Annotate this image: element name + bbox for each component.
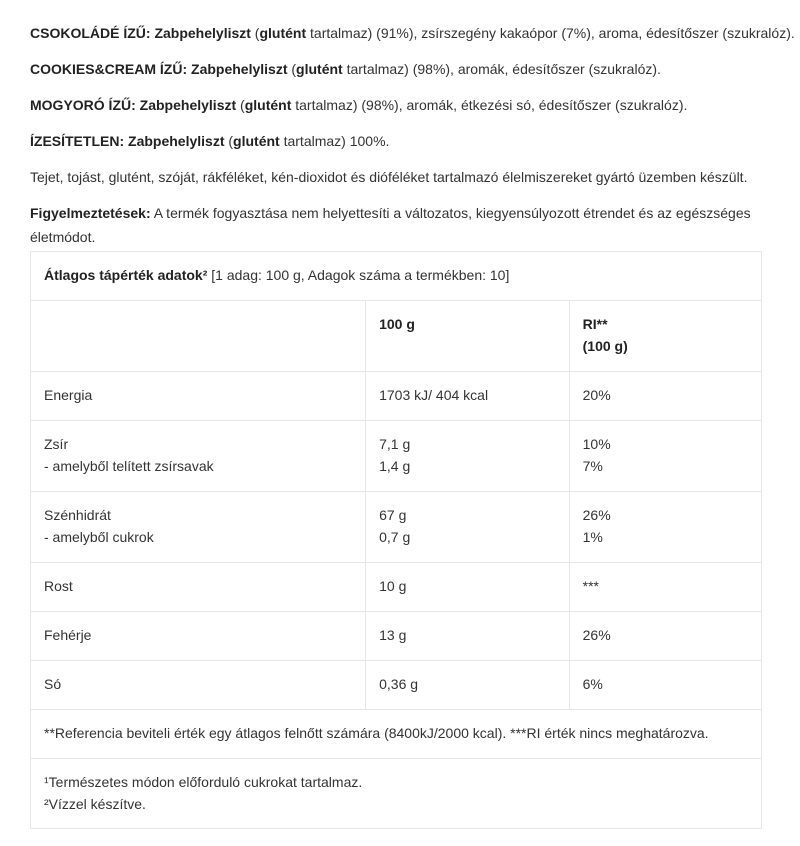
column-header-row bbox=[31, 301, 762, 372]
ingredient-name: Zabpehelyliszt bbox=[139, 97, 237, 113]
nutrient-name: Energia bbox=[31, 372, 366, 421]
column-header-ri bbox=[569, 301, 761, 372]
nutrient-name: Szénhidrát bbox=[44, 507, 111, 523]
nutrient-name: Só bbox=[31, 661, 366, 710]
flavour-label: ÍZESÍTETLEN: bbox=[30, 133, 125, 149]
table-row-carbohydrate bbox=[31, 492, 762, 563]
ingredient-rest: tartalmaz) (98%), aromák, étkezési só, édesítőszer (szukralóz). bbox=[291, 97, 688, 113]
column-header-100g: 100 g bbox=[366, 301, 570, 372]
nutrient-subname: - amelyből telített zsírsavak bbox=[44, 458, 214, 474]
nutrient-value: 0,36 g bbox=[366, 661, 570, 710]
nutrient-value-cell bbox=[366, 492, 570, 563]
ingredient-name: Zabpehelyliszt bbox=[128, 133, 225, 149]
ingredient-rest: tartalmaz) 100%. bbox=[279, 133, 390, 149]
allergen-gluten: glutént bbox=[233, 133, 280, 149]
nutrient-value: 67 g bbox=[379, 507, 407, 523]
nutrient-subvalue: 0,7 g bbox=[379, 529, 411, 545]
allergen-gluten: glutént bbox=[259, 25, 307, 41]
ingredient-rest: tartalmaz) (91%), zsírszegény kakaópor (7%), aroma, édesítőszer (szukralóz). bbox=[306, 25, 795, 41]
ingredient-open: ( bbox=[250, 25, 260, 41]
column-header-empty bbox=[31, 301, 366, 372]
ingredients-hazelnut bbox=[30, 93, 770, 117]
footnote-sugars: ¹Természetes módon előforduló cukrokat tartalmaz. bbox=[44, 774, 363, 790]
ingredient-rest: tartalmaz) (98%), aromák, édesítőszer (szukralóz). bbox=[342, 61, 661, 77]
ingredients-cookies bbox=[30, 57, 770, 81]
nutrient-name-cell bbox=[31, 492, 366, 563]
nutrient-value: 1703 kJ/ 404 kcal bbox=[366, 372, 570, 421]
nutrient-name: Fehérje bbox=[31, 612, 366, 661]
flavour-label: CSOKOLÁDÉ ÍZŰ: bbox=[30, 25, 151, 41]
footnotes bbox=[31, 759, 762, 829]
allergen-gluten: glutént bbox=[296, 61, 343, 77]
ingredients-chocolate bbox=[30, 21, 795, 45]
table-heading-row bbox=[31, 252, 762, 301]
nutrient-sub-ri: 7% bbox=[582, 458, 603, 474]
flavour-label: COOKIES&CREAM ÍZŰ: bbox=[30, 61, 188, 77]
ingredient-open: ( bbox=[224, 133, 234, 149]
warning-notice bbox=[30, 201, 770, 249]
table-row-salt bbox=[31, 661, 762, 710]
footnote-ri: **Referencia beviteli érték egy átlagos felnőtt számára (8400kJ/2000 kcal). ***RI érték nincs meghatározva. bbox=[31, 710, 762, 759]
nutrient-value: 7,1 g bbox=[379, 436, 411, 452]
footnote-ri-row bbox=[31, 710, 762, 759]
nutrient-ri: 26% bbox=[582, 507, 611, 523]
allergen-gluten: glutént bbox=[244, 97, 292, 113]
nutrient-name-cell bbox=[31, 421, 366, 492]
nutrition-table bbox=[30, 251, 762, 829]
table-heading-title: Átlagos tápérték adatok² bbox=[44, 267, 208, 283]
nutrient-name: Zsír bbox=[44, 436, 69, 452]
table-heading-serving: [1 adag: 100 g, Adagok száma a termékben: 10] bbox=[207, 267, 510, 283]
table-heading bbox=[31, 252, 762, 301]
ingredient-name: Zabpehelyliszt bbox=[154, 25, 251, 41]
nutrient-ri: 26% bbox=[569, 612, 761, 661]
allergen-notice: Tejet, tojást, glutént, szóját, rákféléket, kén-dioxidot és dióféléket tartalmazó élelmiszereket gyártó üzemben készült. bbox=[30, 169, 748, 185]
column-header-ri-unit: (100 g) bbox=[582, 338, 628, 354]
warning-text: A termék fogyasztása nem helyettesíti a változatos, kiegyensúlyozott étrendet és az egészséges életmódot. bbox=[30, 205, 751, 245]
nutrient-subvalue: 1,4 g bbox=[379, 458, 411, 474]
ingredient-open: ( bbox=[236, 97, 245, 113]
footnote-row bbox=[31, 759, 762, 829]
ingredient-open: ( bbox=[287, 61, 297, 77]
nutrient-ri: 10% bbox=[582, 436, 611, 452]
nutrient-ri: *** bbox=[569, 563, 761, 612]
nutrient-subname: - amelyből cukrok bbox=[44, 529, 154, 545]
nutrient-value-cell bbox=[366, 421, 570, 492]
ingredients-unflavoured bbox=[30, 129, 770, 153]
footnote-water: ²Vízzel készítve. bbox=[44, 796, 146, 812]
ingredients-section bbox=[30, 21, 795, 261]
nutrient-ri: 6% bbox=[569, 661, 761, 710]
table-row-energy bbox=[31, 372, 762, 421]
nutrient-ri-cell bbox=[569, 421, 761, 492]
nutrient-ri-cell bbox=[569, 492, 761, 563]
table-row-protein bbox=[31, 612, 762, 661]
table-row-fat bbox=[31, 421, 762, 492]
table-row-fibre bbox=[31, 563, 762, 612]
column-header-ri-label: RI** bbox=[582, 316, 608, 332]
nutrient-value: 10 g bbox=[366, 563, 570, 612]
nutrient-sub-ri: 1% bbox=[582, 529, 603, 545]
flavour-label: MOGYORÓ ÍZŰ: bbox=[30, 97, 136, 113]
nutrient-ri: 20% bbox=[569, 372, 761, 421]
ingredient-name: Zabpehelyliszt bbox=[191, 61, 288, 77]
nutrient-name: Rost bbox=[31, 563, 366, 612]
warning-label: Figyelmeztetések: bbox=[30, 205, 151, 221]
nutrient-value: 13 g bbox=[366, 612, 570, 661]
